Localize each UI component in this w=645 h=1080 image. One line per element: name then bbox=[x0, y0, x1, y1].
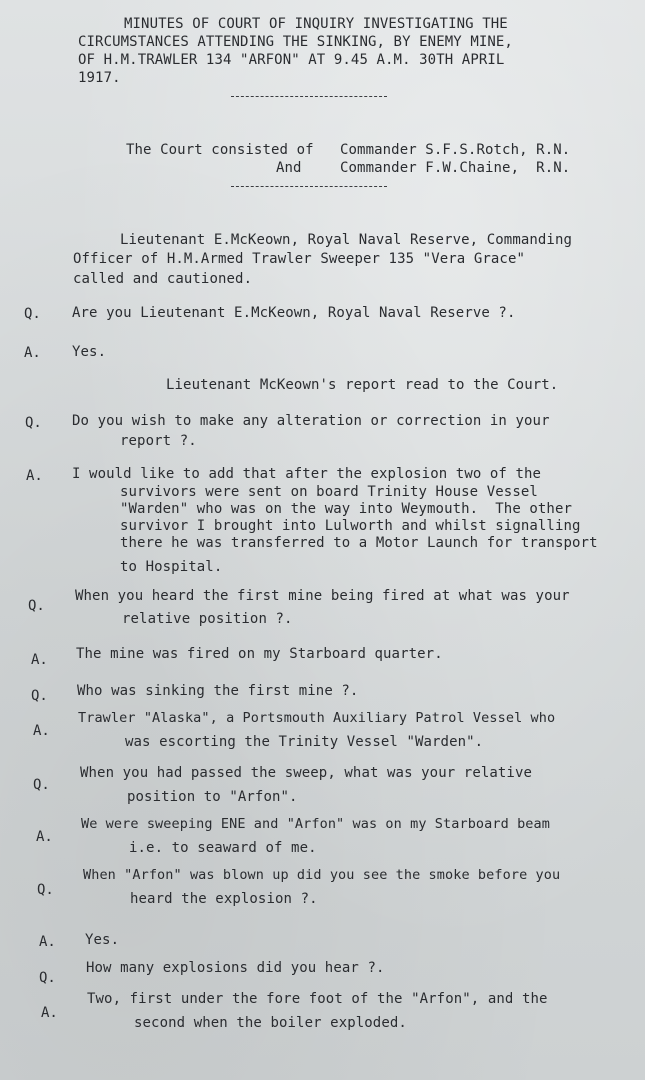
answer-label: A. bbox=[41, 1005, 58, 1021]
answer-text: Yes. bbox=[72, 344, 107, 360]
question-text: position to "Arfon". bbox=[127, 789, 298, 805]
title-divider bbox=[231, 96, 387, 97]
question-text: heard the explosion ?. bbox=[130, 891, 318, 907]
answer-label: A. bbox=[24, 345, 41, 361]
report-note: Lieutenant McKeown's report read to the Court. bbox=[166, 377, 559, 393]
answer-text: I would like to add that after the explosion two of the bbox=[72, 466, 542, 482]
court-member-2: Commander F.W.Chaine, R.N. bbox=[340, 160, 571, 176]
question-text: Do you wish to make any alteration or correction in your bbox=[72, 413, 550, 429]
answer-text: survivor I brought into Lulworth and whilst signalling bbox=[120, 518, 581, 534]
question-label: Q. bbox=[37, 882, 54, 898]
answer-text: The mine was fired on my Starboard quarter. bbox=[76, 646, 443, 662]
question-text: When "Arfon" was blown up did you see the smoke before you bbox=[83, 867, 561, 883]
question-text: When you heard the first mine being fired at what was your bbox=[75, 588, 570, 604]
question-text: relative position ?. bbox=[122, 611, 293, 627]
witness-line: Lieutenant E.McKeown, Royal Naval Reserve, Commanding bbox=[120, 232, 573, 248]
title-line: OF H.M.TRAWLER 134 "ARFON" AT 9.45 A.M. 30TH APRIL bbox=[78, 52, 505, 68]
answer-text: i.e. to seaward of me. bbox=[129, 840, 317, 856]
answer-text: Trawler "Alaska", a Portsmouth Auxiliary Patrol Vessel who bbox=[78, 710, 556, 726]
question-label: Q. bbox=[33, 777, 50, 793]
answer-text: survivors were sent on board Trinity House Vessel bbox=[120, 484, 538, 500]
question-text: Who was sinking the first mine ?. bbox=[77, 683, 359, 699]
answer-label: A. bbox=[31, 652, 48, 668]
title-line: CIRCUMSTANCES ATTENDING THE SINKING, BY ENEMY MINE, bbox=[78, 34, 513, 50]
question-text: Are you Lieutenant E.McKeown, Royal Naval Reserve ?. bbox=[72, 305, 516, 321]
answer-text: Yes. bbox=[85, 932, 120, 948]
court-member-1: Commander S.F.S.Rotch, R.N. bbox=[340, 142, 571, 158]
title-line: MINUTES OF COURT OF INQUIRY INVESTIGATING THE bbox=[124, 16, 508, 32]
question-text: report ?. bbox=[120, 433, 197, 449]
answer-text: We were sweeping ENE and "Arfon" was on my Starboard beam bbox=[81, 816, 550, 832]
answer-text: second when the boiler exploded. bbox=[134, 1015, 407, 1031]
witness-line: Officer of H.M.Armed Trawler Sweeper 135 "Vera Grace" bbox=[73, 251, 526, 267]
question-label: Q. bbox=[28, 598, 45, 614]
answer-label: A. bbox=[39, 934, 56, 950]
answer-label: A. bbox=[33, 723, 50, 739]
court-line-1-prefix: The Court consisted of bbox=[126, 142, 314, 158]
answer-text: Two, first under the fore foot of the "Arfon", and the bbox=[87, 991, 548, 1007]
answer-label: A. bbox=[26, 468, 43, 484]
witness-line: called and cautioned. bbox=[73, 271, 253, 287]
answer-text: was escorting the Trinity Vessel "Warden". bbox=[125, 734, 484, 750]
question-label: Q. bbox=[24, 306, 41, 322]
question-label: Q. bbox=[39, 970, 56, 986]
question-label: Q. bbox=[25, 415, 42, 431]
question-text: When you had passed the sweep, what was your relative bbox=[80, 765, 533, 781]
answer-text: "Warden" who was on the way into Weymouth. The other bbox=[120, 501, 573, 517]
answer-label: A. bbox=[36, 829, 53, 845]
answer-text: to Hospital. bbox=[120, 559, 223, 575]
answer-text: there he was transferred to a Motor Launch for transport bbox=[120, 535, 598, 551]
question-text: How many explosions did you hear ?. bbox=[86, 960, 385, 976]
question-label: Q. bbox=[31, 688, 48, 704]
court-divider bbox=[231, 186, 387, 187]
title-line: 1917. bbox=[78, 70, 121, 86]
court-line-2-prefix: And bbox=[276, 160, 302, 176]
